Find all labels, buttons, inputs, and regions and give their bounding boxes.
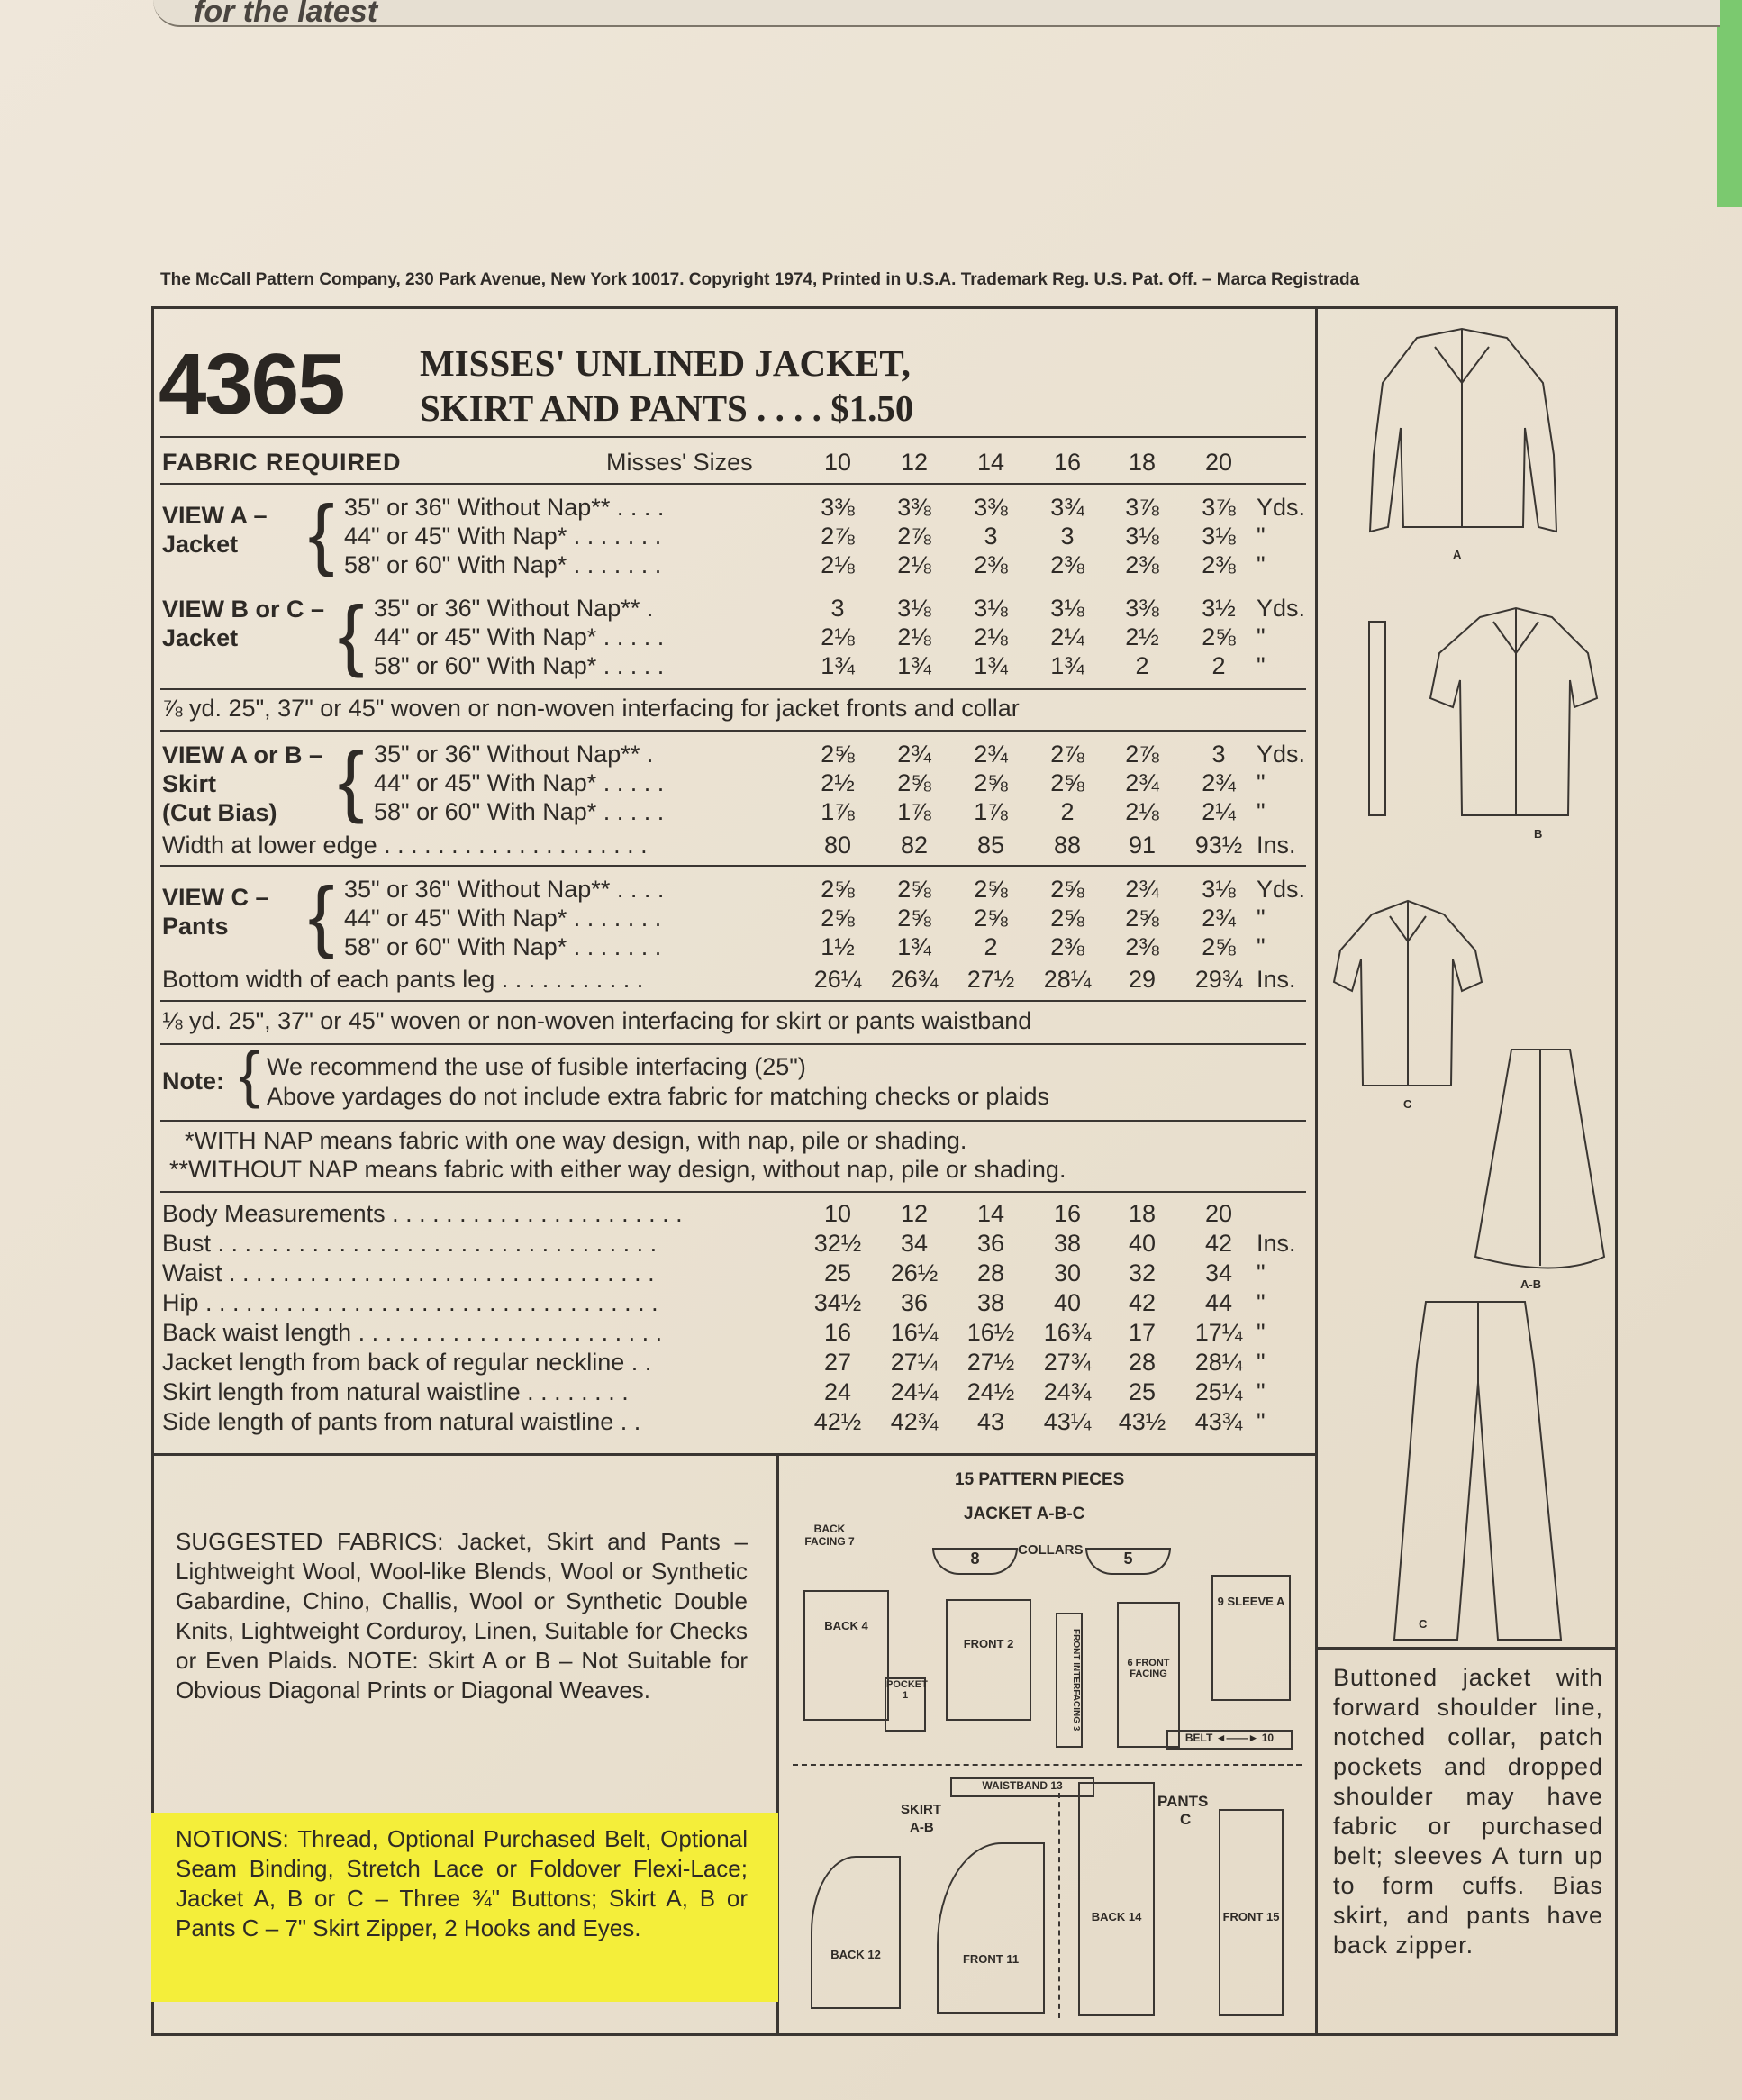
skirt-pieces-label-1: SKIRT <box>901 1802 941 1817</box>
measurement-cell: 42 <box>1128 1289 1157 1316</box>
top-flap <box>153 0 1720 27</box>
yardage-cell: 3½ <box>1202 595 1236 622</box>
measurement-cell: 32½ <box>813 1230 862 1257</box>
yardage-cell: 1½ <box>821 933 855 960</box>
fabric-row <box>162 798 1306 828</box>
measurement-cell: 28 <box>1128 1349 1157 1376</box>
measurement-cell: 38 <box>1053 1230 1082 1257</box>
rule <box>160 1043 1306 1045</box>
view-name: VIEW B or C – <box>162 595 325 623</box>
measurement-cell: 25 <box>823 1259 852 1286</box>
measurement-cell: 17 <box>1128 1319 1157 1346</box>
fabric-row <box>162 595 1306 624</box>
measurement-cell: 32 <box>1128 1259 1157 1286</box>
yardage-cell: 1¾ <box>821 652 855 679</box>
fabric-width-desc: 58" or 60" With Nap* . . . . . <box>374 798 665 825</box>
fabric-row <box>162 905 1306 934</box>
value-cell: 29¾ <box>1194 966 1243 993</box>
yardage-cell: 3 <box>830 595 845 622</box>
measurement-label: Body Measurements . . . . . . . . . . . . . . . . . . . . . . <box>162 1200 683 1227</box>
piece-front-2: FRONT 2 <box>946 1599 1031 1721</box>
yardage-cell: 2⅝ <box>821 876 855 903</box>
piece-pants-front-15: FRONT 15 <box>1219 1809 1284 2016</box>
yardage-cell: 2⅛ <box>821 623 855 650</box>
yardage-cell: 2⅝ <box>897 769 931 796</box>
yardage-cell: 1¾ <box>974 652 1008 679</box>
yardage-cell: 2⅜ <box>1050 551 1084 578</box>
fabric-width-desc: 58" or 60" With Nap* . . . . . <box>374 652 665 679</box>
measurement-cell: 42½ <box>813 1408 862 1435</box>
measurement-cell: 24¾ <box>1043 1378 1092 1405</box>
piece-collar-8: 8 <box>932 1548 1018 1575</box>
garment-name: Pants <box>162 913 229 940</box>
measurement-cell: 34 <box>1204 1259 1233 1286</box>
unit-cell: " <box>1257 1408 1266 1435</box>
measurement-cell: 27¼ <box>890 1349 939 1376</box>
yardage-cell: 1¾ <box>897 652 931 679</box>
size-col: 10 <box>823 449 852 476</box>
yardage-cell: 2⅜ <box>1125 551 1159 578</box>
measurement-cell: 38 <box>976 1289 1005 1316</box>
value-cell: 29 <box>1128 966 1157 993</box>
jacket-pieces-label: JACKET A-B-C <box>964 1505 1085 1523</box>
yardage-cell: 2¾ <box>1125 876 1159 903</box>
fabric-row <box>162 741 1306 770</box>
yardage-cell: 2 <box>984 933 998 960</box>
measurement-cell: 17¼ <box>1194 1319 1243 1346</box>
measurement-row <box>162 1408 1306 1438</box>
unit-cell: Yds. <box>1257 741 1306 768</box>
bottom-width-row <box>162 966 1306 995</box>
illustration-label-b: B <box>1534 827 1543 841</box>
group-brace: { <box>308 870 335 959</box>
value-cell: 80 <box>823 832 852 859</box>
note-line-2: Above yardages do not include extra fabric for matching checks or plaids <box>267 1083 1049 1110</box>
yardage-cell: 3⅛ <box>974 595 1008 622</box>
fabric-width-desc: 35" or 36" Without Nap** . <box>374 595 654 622</box>
rule <box>160 1000 1306 1002</box>
fabric-row <box>162 494 1306 523</box>
measurement-cell: 42 <box>1204 1230 1233 1257</box>
garment-description: Buttoned jacket with forward shoulder line, notched collar, patch pockets and dropped shoulder may have fabric or purchased belt; sleeves A turn up to form cuffs. Bias skirt, and pants have back zipper. <box>1333 1664 1603 1959</box>
yardage-cell: 2½ <box>821 769 855 796</box>
illustration-label-a-b: A-B <box>1520 1277 1542 1291</box>
garment-name: Skirt <box>162 770 217 797</box>
body-measurements-header <box>162 1200 1306 1230</box>
value-cell: 28¼ <box>1043 966 1092 993</box>
yardage-cell: 3 <box>984 523 998 550</box>
yardage-cell: 3⅞ <box>1125 494 1159 521</box>
measurement-cell: 43½ <box>1118 1408 1166 1435</box>
yardage-cell: 2¼ <box>1202 798 1236 825</box>
garment-illustrations <box>1318 311 1615 1644</box>
measurement-cell: 40 <box>1053 1289 1082 1316</box>
pattern-number: 4365 <box>159 336 344 432</box>
piece-pocket-1: POCKET 1 <box>885 1677 926 1732</box>
measurement-label: Jacket length from back of regular neckline . . <box>162 1349 652 1376</box>
measurement-cell: 26½ <box>890 1259 939 1286</box>
yardage-cell: 2⅜ <box>974 551 1008 578</box>
fabric-width-desc: 58" or 60" With Nap* . . . . . . . <box>344 551 662 578</box>
body-measurements <box>162 1200 1306 1438</box>
yardage-cell: 2¾ <box>974 741 1008 768</box>
measurement-row <box>162 1349 1306 1378</box>
collars-label: COLLARS <box>1018 1542 1084 1558</box>
measurement-cell: 25 <box>1128 1378 1157 1405</box>
yardage-cell: 3⅜ <box>821 494 855 521</box>
measurement-cell: 24½ <box>966 1378 1015 1405</box>
unit-cell: Ins. <box>1257 966 1296 993</box>
value-cell: 93½ <box>1194 832 1243 859</box>
yardage-cell: 2⅝ <box>974 876 1008 903</box>
pants-pieces-label-1: PANTS <box>1157 1793 1209 1810</box>
piece-waistband-13: WAISTBAND 13 <box>950 1777 1094 1797</box>
view-name: VIEW C – <box>162 884 269 911</box>
measurement-cell: 20 <box>1204 1200 1233 1227</box>
yardage-cell: 3⅜ <box>897 494 931 521</box>
yardage-cell: 2⅝ <box>1202 623 1236 650</box>
fabric-row <box>162 623 1306 653</box>
measurement-cell: 36 <box>900 1289 929 1316</box>
piece-front-facing-6: 6 FRONT FACING <box>1117 1602 1180 1748</box>
size-col: 18 <box>1128 449 1157 476</box>
value-cell: 88 <box>1053 832 1082 859</box>
unit-cell: " <box>1257 1319 1266 1346</box>
interfacing-waistband: ⅛ yd. 25", 37" or 45" woven or non-woven interfacing for skirt or pants waistband <box>162 1007 1032 1034</box>
yardage-cell: 2 <box>1060 798 1075 825</box>
yardage-cell: 1⅞ <box>974 798 1008 825</box>
yardage-cell: 2⅜ <box>1125 933 1159 960</box>
width-lower-edge-row <box>162 832 1306 861</box>
measurement-cell: 16¼ <box>890 1319 939 1346</box>
fabric-width-desc: 44" or 45" With Nap* . . . . . . . <box>344 905 662 932</box>
yardage-cell: 2⅞ <box>1050 741 1084 768</box>
fabric-width-desc: 44" or 45" With Nap* . . . . . . . <box>344 523 662 550</box>
measurement-cell: 16½ <box>966 1319 1015 1346</box>
measurement-cell: 27½ <box>966 1349 1015 1376</box>
unit-cell: " <box>1257 1378 1266 1405</box>
yardage-cell: 2⅛ <box>897 551 931 578</box>
piece-front-interfacing-3: FRONT INTERFACING 3 <box>1056 1613 1083 1748</box>
value-cell: 26¾ <box>890 966 939 993</box>
fabric-required-label: FABRIC REQUIRED <box>162 449 402 476</box>
unit-cell: Yds. <box>1257 876 1306 903</box>
yardage-cell: 3⅛ <box>1202 876 1236 903</box>
measurement-cell: 16 <box>823 1319 852 1346</box>
measurement-cell: 36 <box>976 1230 1005 1257</box>
yardage-cell: 3 <box>1060 523 1075 550</box>
measurement-label: Back waist length . . . . . . . . . . . . . . . . . . . . . . . <box>162 1319 663 1346</box>
measurement-cell: 40 <box>1128 1230 1157 1257</box>
yardage-cell: 2⅛ <box>821 551 855 578</box>
measurement-cell: 24 <box>823 1378 852 1405</box>
fabric-row <box>162 551 1306 581</box>
piece-sleeve-9: 9 SLEEVE A <box>1211 1575 1291 1701</box>
illustration-label-a: A <box>1453 548 1462 561</box>
title-rule <box>160 436 1306 438</box>
fabric-width-desc: 58" or 60" With Nap* . . . . . . . <box>344 933 662 960</box>
fabric-row <box>162 769 1306 799</box>
yardage-cell: 2⅝ <box>897 905 931 932</box>
measurement-cell: 25¼ <box>1194 1378 1243 1405</box>
title-line-2: SKIRT AND PANTS . . . . $1.50 <box>420 387 914 429</box>
measurement-cell: 30 <box>1053 1259 1082 1286</box>
fabric-group <box>162 589 1306 685</box>
unit-cell: " <box>1257 1259 1266 1286</box>
fabric-group <box>162 488 1306 584</box>
yardage-cell: 2¾ <box>1125 769 1159 796</box>
piece-back-facing: BACK FACING 7 <box>804 1523 855 1548</box>
yardage-cell: 2⅞ <box>1125 741 1159 768</box>
yardage-cell: 2⅝ <box>1050 876 1084 903</box>
unit-cell: " <box>1257 1349 1266 1376</box>
size-col: 16 <box>1053 449 1082 476</box>
yardage-cell: 2⅞ <box>897 523 931 550</box>
unit-cell: " <box>1257 1289 1266 1316</box>
yardage-cell: 2 <box>1135 652 1149 679</box>
unit-cell: " <box>1257 769 1266 796</box>
group-brace: { <box>308 488 335 577</box>
measurement-cell: 34½ <box>813 1289 862 1316</box>
measurement-row <box>162 1319 1306 1349</box>
measurement-cell: 28 <box>976 1259 1005 1286</box>
note-label: Note: <box>162 1068 224 1095</box>
value-cell: 85 <box>976 832 1005 859</box>
measurement-cell: 24¼ <box>890 1378 939 1405</box>
rule <box>160 730 1306 732</box>
rule <box>160 1191 1306 1193</box>
yardage-cell: 2 <box>1211 652 1226 679</box>
yardage-cell: 2¾ <box>1202 905 1236 932</box>
yardage-cell: 2⅝ <box>1202 933 1236 960</box>
bottom-section-divider <box>151 1453 1315 1456</box>
rule <box>160 483 1306 485</box>
yardage-cell: 2⅝ <box>821 905 855 932</box>
fabric-row <box>162 523 1306 552</box>
measurement-cell: 12 <box>900 1200 929 1227</box>
yardage-cell: 2¾ <box>897 741 931 768</box>
measurement-cell: 43 <box>976 1408 1005 1435</box>
illustration-label-c-pants: C <box>1419 1617 1428 1631</box>
fabric-width-desc: 44" or 45" With Nap* . . . . . <box>374 769 665 796</box>
unit-cell: " <box>1257 905 1266 932</box>
piece-pants-back-14: BACK 14 <box>1078 1782 1155 2016</box>
measurement-cell: 44 <box>1204 1289 1233 1316</box>
green-edge <box>1717 0 1742 207</box>
unit-cell: " <box>1257 623 1266 650</box>
measurement-label: Waist . . . . . . . . . . . . . . . . . . . . . . . . . . . . . . . . <box>162 1259 655 1286</box>
fabric-row <box>162 652 1306 682</box>
piece-back-4: BACK 4 <box>803 1590 889 1721</box>
yardage-cell: 2⅝ <box>1125 905 1159 932</box>
unit-cell: Yds. <box>1257 595 1306 622</box>
note-line-1: We recommend the use of fusible interfacing (25") <box>267 1053 806 1080</box>
yardage-cell: 1¾ <box>897 933 931 960</box>
size-col: 20 <box>1204 449 1233 476</box>
sizes-label: Misses' Sizes <box>606 449 753 476</box>
unit-cell: Yds. <box>1257 494 1306 521</box>
yardage-cell: 2⅝ <box>821 741 855 768</box>
fabric-width-desc: 35" or 36" Without Nap** . <box>374 741 654 768</box>
garment-name: Jacket <box>162 624 239 651</box>
piece-skirt-back-12: BACK 12 <box>811 1856 901 2009</box>
yardage-cell: 3⅛ <box>1125 523 1159 550</box>
notions: NOTIONS: Thread, Optional Purchased Belt, Optional Seam Binding, Stretch Lace or Foldover Flexi-Lace; Jacket A, B or C – Three ¾" Buttons; Skirt A, B or Pants C – 7" Skirt Zipper, 2 Hooks and Eyes. <box>176 1825 748 1941</box>
garment-note: (Cut Bias) <box>162 799 277 826</box>
bottom-width-label: Bottom width of each pants leg . . . . . . . . . . . <box>162 966 644 993</box>
measurement-label: Hip . . . . . . . . . . . . . . . . . . . . . . . . . . . . . . . . . . <box>162 1289 658 1316</box>
unit-cell: Ins. <box>1257 832 1296 859</box>
yardage-cell: 3⅜ <box>974 494 1008 521</box>
illustration-label-c: C <box>1403 1097 1412 1111</box>
fabric-group <box>162 870 1306 966</box>
rule <box>160 865 1306 867</box>
yardage-cell: 2⅛ <box>1125 798 1159 825</box>
yardage-cell: 3⅞ <box>1202 494 1236 521</box>
fabric-row <box>162 933 1306 963</box>
unit-cell: " <box>1257 652 1266 679</box>
fabric-width-desc: 35" or 36" Without Nap** . . . . <box>344 494 665 521</box>
yardage-cell: 2½ <box>1125 623 1159 650</box>
unit-cell: " <box>1257 523 1266 550</box>
unit-cell: " <box>1257 798 1266 825</box>
skirt-pieces-label-2: A-B <box>910 1820 934 1835</box>
measurement-cell: 43¼ <box>1043 1408 1092 1435</box>
piece-collar-5: 5 <box>1085 1548 1171 1575</box>
with-nap-note: *WITH NAP means fabric with one way design, with nap, pile or shading. <box>185 1127 967 1154</box>
view-name: VIEW A or B – <box>162 741 323 768</box>
interfacing-jacket: ⅞ yd. 25", 37" or 45" woven or non-woven interfacing for jacket fronts and collar <box>162 695 1020 722</box>
measurement-row <box>162 1289 1306 1319</box>
rule <box>160 688 1306 690</box>
pieces-dash-vline <box>1058 1793 1060 2018</box>
fabric-width-desc: 44" or 45" With Nap* . . . . . <box>374 623 665 650</box>
copyright-line: The McCall Pattern Company, 230 Park Avenue, New York 10017. Copyright 1974, Printed in U.S.A. Trademark Reg. U.S. Pat. Off. – Marca Registrada <box>160 270 1360 289</box>
fabric-required-header <box>162 449 1306 478</box>
size-col: 12 <box>900 449 929 476</box>
size-col: 14 <box>976 449 1005 476</box>
yardage-cell: 2⅝ <box>1050 905 1084 932</box>
yardage-cell: 3⅜ <box>1125 595 1159 622</box>
pattern-title <box>420 341 913 431</box>
group-brace: { <box>338 589 365 678</box>
measurement-cell: 10 <box>823 1200 852 1227</box>
top-flap-text: for the latest <box>194 0 378 29</box>
rule <box>160 1120 1306 1122</box>
yardage-cell: 3¾ <box>1050 494 1084 521</box>
yardage-cell: 2⅝ <box>1050 769 1084 796</box>
measurement-cell: 43¾ <box>1194 1408 1243 1435</box>
measurement-row <box>162 1230 1306 1259</box>
yardage-cell: 1¾ <box>1050 652 1084 679</box>
measurement-cell: 28¼ <box>1194 1349 1243 1376</box>
yardage-cell: 2⅞ <box>821 523 855 550</box>
measurement-label: Side length of pants from natural waistline . . <box>162 1408 641 1435</box>
yardage-cell: 2⅜ <box>1202 551 1236 578</box>
yardage-cell: 3⅛ <box>1050 595 1084 622</box>
measurement-cell: 34 <box>900 1230 929 1257</box>
fabric-width-desc: 35" or 36" Without Nap** . . . . <box>344 876 665 903</box>
title-line-1: MISSES' UNLINED JACKET, <box>420 342 911 384</box>
fabric-row <box>162 876 1306 905</box>
measurement-row <box>162 1259 1306 1289</box>
unit-cell: " <box>1257 551 1266 578</box>
garment-name: Jacket <box>162 531 239 558</box>
measurement-cell: 42¾ <box>890 1408 939 1435</box>
yardage-cell: 2⅛ <box>897 623 931 650</box>
yardage-cell: 2⅜ <box>1050 933 1084 960</box>
pants-pieces-label-2: C <box>1180 1811 1192 1828</box>
measurement-cell: 18 <box>1128 1200 1157 1227</box>
width-lower-edge-label: Width at lower edge . . . . . . . . . . . . . . . . . . . . <box>162 832 648 859</box>
yardage-cell: 1⅞ <box>897 798 931 825</box>
group-brace: { <box>338 735 365 824</box>
note-brace: { <box>239 1039 260 1109</box>
fabric-group <box>162 735 1306 831</box>
value-cell: 27½ <box>966 966 1015 993</box>
yardage-cell: 3 <box>1211 741 1226 768</box>
yardage-cell: 2¾ <box>1202 769 1236 796</box>
yardage-cell: 2⅝ <box>897 876 931 903</box>
unit-cell: Ins. <box>1257 1230 1296 1257</box>
piece-belt-10: BELT ◄——► 10 <box>1166 1730 1293 1750</box>
measurement-cell: 27¾ <box>1043 1349 1092 1376</box>
yardage-cell: 2¼ <box>1050 623 1084 650</box>
yardage-cell: 2⅛ <box>974 623 1008 650</box>
measurement-cell: 16¾ <box>1043 1319 1092 1346</box>
view-name: VIEW A – <box>162 502 268 529</box>
yardage-cell: 1⅞ <box>821 798 855 825</box>
piece-skirt-front-11: FRONT 11 <box>937 1842 1045 2014</box>
pattern-pieces-title: 15 PATTERN PIECES <box>955 1470 1125 1489</box>
illustration-divider <box>1318 1647 1615 1650</box>
measurement-label: Bust . . . . . . . . . . . . . . . . . . . . . . . . . . . . . . . . . <box>162 1230 658 1257</box>
suggested-fabrics: SUGGESTED FABRICS: Jacket, Skirt and Pants – Lightweight Wool, Wool-like Blends, Wool or Synthetic Gabardine, Chino, Challis, Wool or Synthetic Double Knits, Lightweight Corduroy, Linen, Suitable for Checks or Even Plaids. NOTE: Skirt A or B – Not Suitable for Obvious Diagonal Prints or Diagonal Weaves. <box>176 1528 748 1704</box>
measurement-cell: 16 <box>1053 1200 1082 1227</box>
measurement-label: Skirt length from natural waistline . . . . . . . . <box>162 1378 629 1405</box>
value-cell: 82 <box>900 832 929 859</box>
yardage-cell: 3⅛ <box>897 595 931 622</box>
without-nap-note: **WITHOUT NAP means fabric with either way design, without nap, pile or shading. <box>169 1156 1066 1183</box>
yardage-cell: 2⅝ <box>974 905 1008 932</box>
value-cell: 91 <box>1128 832 1157 859</box>
measurement-row <box>162 1378 1306 1408</box>
unit-cell: " <box>1257 933 1266 960</box>
measurement-cell: 27 <box>823 1349 852 1376</box>
pieces-dash-line <box>793 1764 1302 1766</box>
value-cell: 26¼ <box>813 966 862 993</box>
measurement-cell: 14 <box>976 1200 1005 1227</box>
yardage-cell: 3⅛ <box>1202 523 1236 550</box>
yardage-cell: 2⅝ <box>974 769 1008 796</box>
